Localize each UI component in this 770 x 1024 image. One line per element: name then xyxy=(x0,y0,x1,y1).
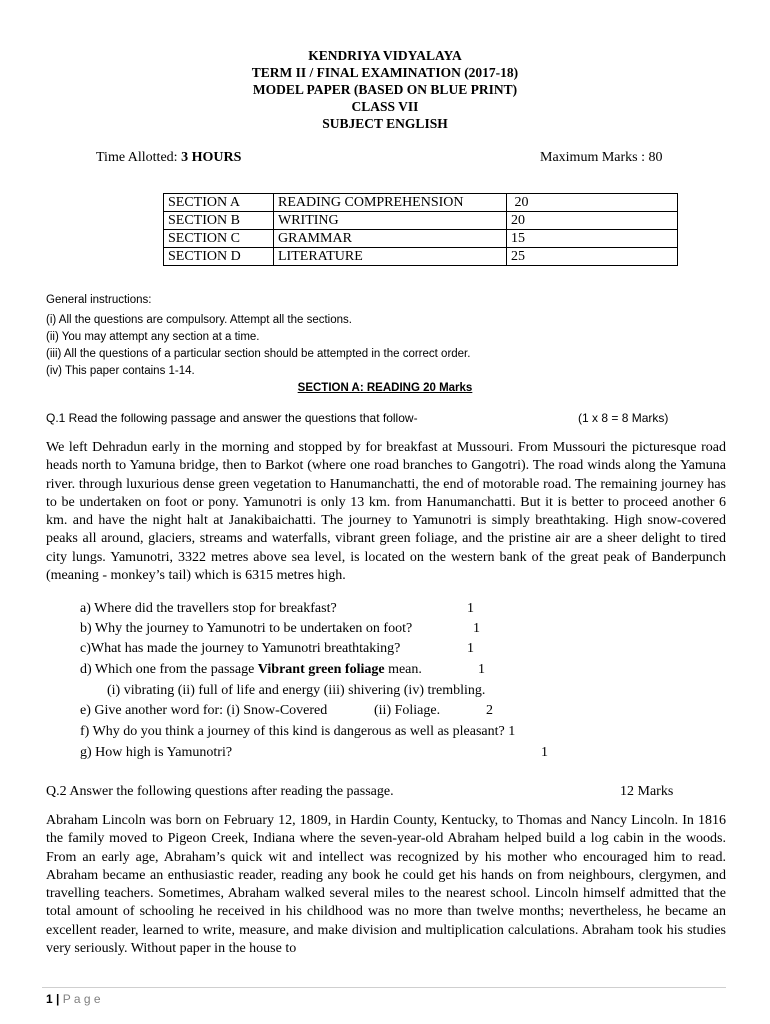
q1-question-a: a) Where did the travellers stop for breakfast? xyxy=(80,601,337,616)
instruction-item: (iii) All the questions of a particular section should be attempted in the correct order. xyxy=(46,348,471,360)
table-row xyxy=(164,212,678,230)
instructions-title: General instructions: xyxy=(46,294,152,306)
q1-question-e: e) Give another word for: (i) Snow-Covered xyxy=(80,703,328,718)
q1-question-d-post: mean. xyxy=(384,662,422,677)
q1-question-c-mark: 1 xyxy=(467,641,474,656)
q1-question-e-part2: (ii) Foliage. xyxy=(374,703,441,718)
q2-marks: 12 Marks xyxy=(620,784,674,799)
page-footer xyxy=(46,992,101,1006)
time-allotted-value: 3 HOURS xyxy=(181,150,242,165)
q1-question-b: b) Why the journey to Yamunotri to be undertaken on foot? xyxy=(80,621,413,636)
page-number: 1 xyxy=(46,992,53,1006)
exam-header xyxy=(0,47,770,132)
table-row xyxy=(164,248,678,266)
section-marks-cell: 25 xyxy=(507,248,678,266)
q1-question-c: c)What has made the journey to Yamunotri breathtaking? xyxy=(80,641,401,656)
section-name-cell: READING COMPREHENSION xyxy=(274,194,507,212)
header-line-school: KENDRIYA VIDYALAYA xyxy=(308,48,462,63)
q1-passage: We left Dehradun early in the morning and stopped by for breakfast at Mussouri. From Mussouri the picturesque road heads north to Yamuna bridge, then to Barkot (where one road branches to Gangotri). The road winds along the Yamuna river. through luxurious dense green vegetation to Hanumanchatti, the end of motorable road. The remaining journey has to be undertaken on foot or pony. Yamunotri is only 13 km. from Hanumanchatti. But it is better to proceed another 6 km. and have the night halt at Janakibaichatti. The journey to Yamunotri is simply breathtaking. High snow-covered peaks all around, glaciers, streams and waterfalls, vibrant green foliage, and the pristine air are a sheer delight to tired city lungs. Yamunotri, 3322 metres above sea level, is located on the western bank of the great peak of Banderpunch (meaning - monkey’s tail) which is 6315 metres high. xyxy=(46,440,726,584)
section-cell: SECTION B xyxy=(164,212,274,230)
section-marks-cell: 20 xyxy=(507,194,678,212)
section-cell: SECTION C xyxy=(164,230,274,248)
q2-prompt: Q.2 Answer the following questions after reading the passage. xyxy=(46,784,394,799)
section-marks-cell: 15 xyxy=(507,230,678,248)
instruction-item: (ii) You may attempt any section at a time. xyxy=(46,331,260,343)
q1-question-a-mark: 1 xyxy=(467,601,474,616)
q1-prompt: Q.1 Read the following passage and answer the questions that follow- xyxy=(46,411,418,425)
instruction-item: (i) All the questions are compulsory. Attempt all the sections. xyxy=(46,314,352,326)
header-line-model-paper: MODEL PAPER (BASED ON BLUE PRINT) xyxy=(252,82,518,97)
header-line-term: TERM II / FINAL EXAMINATION (2017-18) xyxy=(251,65,519,80)
q1-question-d xyxy=(80,662,422,678)
maximum-marks: Maximum Marks : 80 xyxy=(540,150,663,165)
section-name-cell: WRITING xyxy=(274,212,507,230)
q1-question-g: g) How high is Yamunotri? xyxy=(80,745,233,760)
q1-question-d-bold: Vibrant green foliage xyxy=(257,662,385,677)
page-separator: | xyxy=(52,992,63,1006)
sections-table xyxy=(163,193,678,266)
table-row xyxy=(164,194,678,212)
q2-passage: Abraham Lincoln was born on February 12, 1809, in Hardin County, Kentucky, to Thomas and Nancy Lincoln. In 1816 the family moved to Pigeon Creek, Indiana where the seven-year-old Abraham helped build a log cabin in the woods. From an early age, Abraham’s quick wit and intellect was recognized by his mother who encouraged him to read. Abraham became an enthusiastic reader, reading any book he could get his hands on from neighbours, clergymen, and travelling teachers. Sometimes, Abraham walked several miles to the nearest school. Lincoln himself admitted that the total amount of schooling he received in his childhood was no more than twelve months; nevertheless, he became an excellent reader, learned to write, measure, and make division and multiplication calculations. Abraham took his studies very seriously. Without paper in the house to xyxy=(46,813,726,957)
section-name-cell: GRAMMAR xyxy=(274,230,507,248)
page-word: P a g e xyxy=(62,992,101,1006)
time-allotted-label: Time Allotted: xyxy=(96,150,182,165)
header-line-class: CLASS VII xyxy=(351,99,419,114)
section-marks-cell: 20 xyxy=(507,212,678,230)
instruction-item: (iv) This paper contains 1-14. xyxy=(46,365,195,377)
section-cell: SECTION D xyxy=(164,248,274,266)
q1-question-d-mark: 1 xyxy=(478,662,485,677)
footer-divider xyxy=(42,987,726,988)
q1-marks: (1 x 8 = 8 Marks) xyxy=(578,411,669,425)
q1-question-f: f) Why do you think a journey of this kind is dangerous as well as pleasant? 1 xyxy=(80,724,516,739)
q1-question-d-pre: d) Which one from the passage xyxy=(80,662,258,677)
q1-question-g-mark: 1 xyxy=(541,745,548,760)
q1-question-e-mark: 2 xyxy=(486,703,493,718)
q1-question-d-options: (i) vibrating (ii) full of life and energy (iii) shivering (iv) trembling. xyxy=(107,683,486,698)
time-allotted xyxy=(96,150,241,166)
q1-question-b-mark: 1 xyxy=(473,621,480,636)
table-row xyxy=(164,230,678,248)
section-a-title: SECTION A: READING 20 Marks xyxy=(297,382,473,394)
header-line-subject: SUBJECT ENGLISH xyxy=(322,116,448,131)
section-name-cell: LITERATURE xyxy=(274,248,507,266)
section-cell: SECTION A xyxy=(164,194,274,212)
